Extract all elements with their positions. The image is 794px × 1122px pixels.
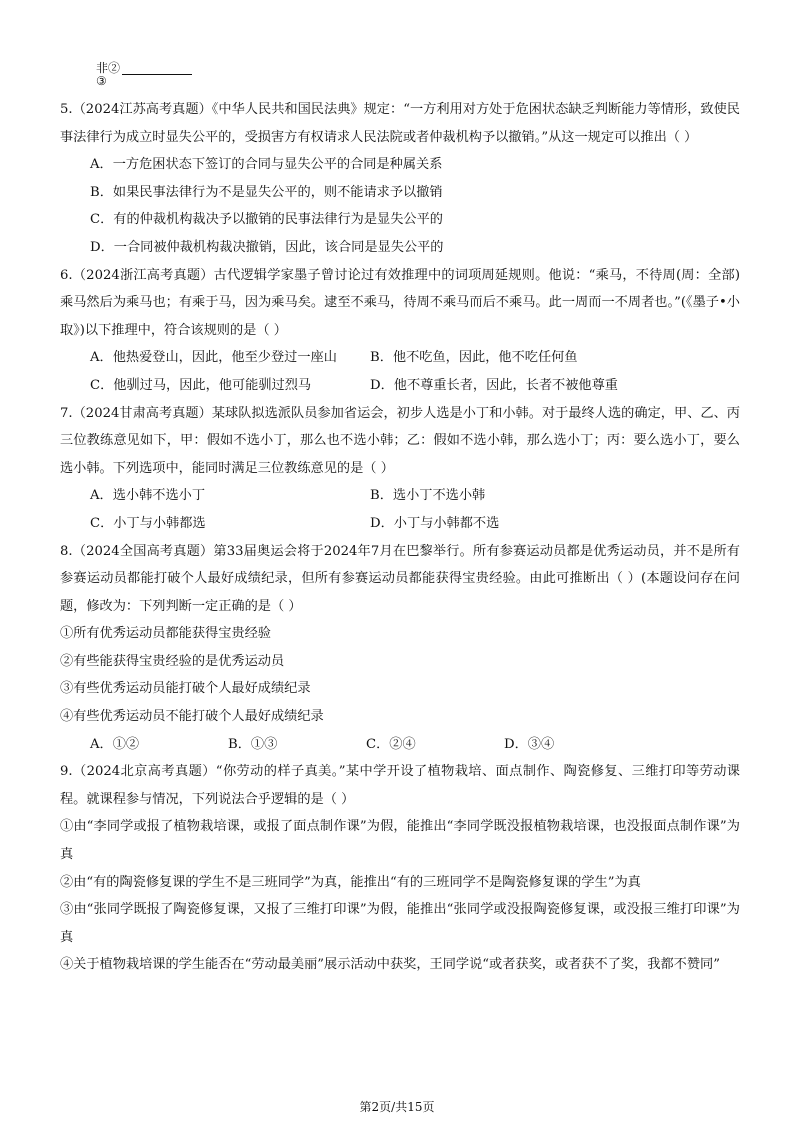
q8-statement-3: ③有些优秀运动员能打破个人最好成绩纪录 — [60, 681, 311, 697]
q8-stem: 8.（2024全国高考真题）第33届奥运会将于2024年7月在巴黎举行。所有参赛运动员都是优秀运动员，并不是所有参赛运动员都能打破个人最好成绩纪录，但所有参赛运动员都能获得宝贵经验。由此可推断出（ ）(本题设问存在问题，修改为：下列判断一定正确的是（ ） — [60, 543, 740, 614]
q7-options-row-2 — [60, 510, 740, 538]
q6-options-row-2 — [60, 372, 740, 400]
q8-statement-1: ①所有优秀运动员都能获得宝贵经验 — [60, 626, 271, 642]
q9-stem: 9.（2024北京高考真题）“你劳动的样子真美。”某中学开设了植物栽培、面点制作、陶瓷修复、三维打印等劳动课程。就课程参与情况，下列说法合乎逻辑的是（ ） — [60, 764, 740, 807]
q8-option-b: B．①③ — [228, 736, 278, 752]
q8-statement-2: ②有些能获得宝贵经验的是优秀运动员 — [60, 653, 285, 669]
q9-statement-4: ④关于植物栽培课的学生能否在“劳动最美丽”展示活动中获奖，王同学说“或者获奖，或者获不了奖，我都不赞同” — [60, 957, 720, 973]
q9-statement-1: ①由“李同学或报了植物栽培课，或报了面点制作课”为假，能推出“李同学既没报植物栽培课，也没报面点制作课”为真 — [60, 819, 740, 863]
q5-option-a: A．一方危困状态下签订的合同与显失公平的合同是种属关系 — [90, 157, 443, 173]
fragment-label-3: ③ — [96, 74, 107, 88]
q6-option-a: A．他热爱登山，因此，他至少登过一座山 — [90, 350, 337, 366]
q8-option-d: D．③④ — [504, 736, 555, 752]
q9-statement-2: ②由“有的陶瓷修复课的学生不是三班同学”为真，能推出“有的三班同学不是陶瓷修复课的学生”为真 — [60, 874, 641, 890]
answer-blank-line — [122, 63, 192, 75]
q5-option-d: D．一合同被仲裁机构裁决撤销，因此，该合同是显失公平的 — [90, 239, 444, 255]
q5-option-c: C．有的仲裁机构裁决予以撤销的民事法律行为是显失公平的 — [90, 212, 443, 228]
q5-option-b: B．如果民事法律行为不是显失公平的，则不能请求予以撤销 — [90, 184, 443, 200]
q6-options-row-1 — [60, 344, 740, 372]
q8-option-c: C．②④ — [366, 736, 416, 752]
q8-options-row — [60, 731, 740, 759]
q9-statement-3: ③由“张同学既报了陶瓷修复课，又报了三维打印课”为假，能推出“张同学或没报陶瓷修复课，或没报三维打印课”为真 — [60, 902, 740, 945]
q6-option-b: B．他不吃鱼，因此，他不吃任何鱼 — [370, 350, 578, 366]
page-number-footer: 第2页/共15页 — [359, 1100, 435, 1114]
q8-option-a: A．①② — [90, 736, 140, 752]
q6-option-c: C．他驯过马，因此，他可能驯过烈马 — [90, 377, 312, 393]
questions-content — [60, 96, 740, 979]
q7-option-c: C．小丁与小韩都选 — [90, 515, 206, 531]
q7-options-row-1 — [60, 482, 740, 510]
q6-stem: 6.（2024浙江高考真题）古代逻辑学家墨子曾讨论过有效推理中的词项周延规则。他说：“乘马，不待周(周：全部)乘马然后为乘马也；有乘于马，因为乘马矣。逮至不乘马，待周不乘马而后不乘马。此一周而一不周者也。”(《墨子•小取》)以下推理中，符合该规则的是（ ） — [60, 267, 740, 338]
q5-stem: 5.（2024江苏高考真题）《中华人民共和国民法典》规定：“一方利用对方处于危困状态缺乏判断能力等情形，致使民事法律行为成立时显失公平的，受损害方有权请求人民法院或者仲裁机构予以撤销。”从这一规定可以推出（ ） — [60, 102, 740, 145]
q6-option-d: D．他不尊重长者，因此，长者不被他尊重 — [370, 377, 618, 393]
q7-option-b: B．选小丁不选小韩 — [370, 488, 486, 504]
q7-option-a: A．选小韩不选小丁 — [90, 488, 206, 504]
q7-stem: 7.（2024甘肃高考真题）某球队拟选派队员参加省运会，初步人选是小丁和小韩。对于最终人选的确定，甲、乙、丙三位教练意见如下，甲：假如不选小丁，那么也不选小韩；乙：假如不选小韩，那么选小丁；丙：要么选小丁，要么选小韩。下列选项中，能同时满足三位教练意见的是（ ） — [60, 405, 740, 476]
q8-statement-4: ④有些优秀运动员不能打破个人最好成绩纪录 — [60, 709, 324, 725]
fragment-label-2: 非② — [96, 61, 121, 75]
previous-question-fragment — [96, 62, 206, 88]
q7-option-d: D．小丁与小韩都不选 — [370, 515, 500, 531]
